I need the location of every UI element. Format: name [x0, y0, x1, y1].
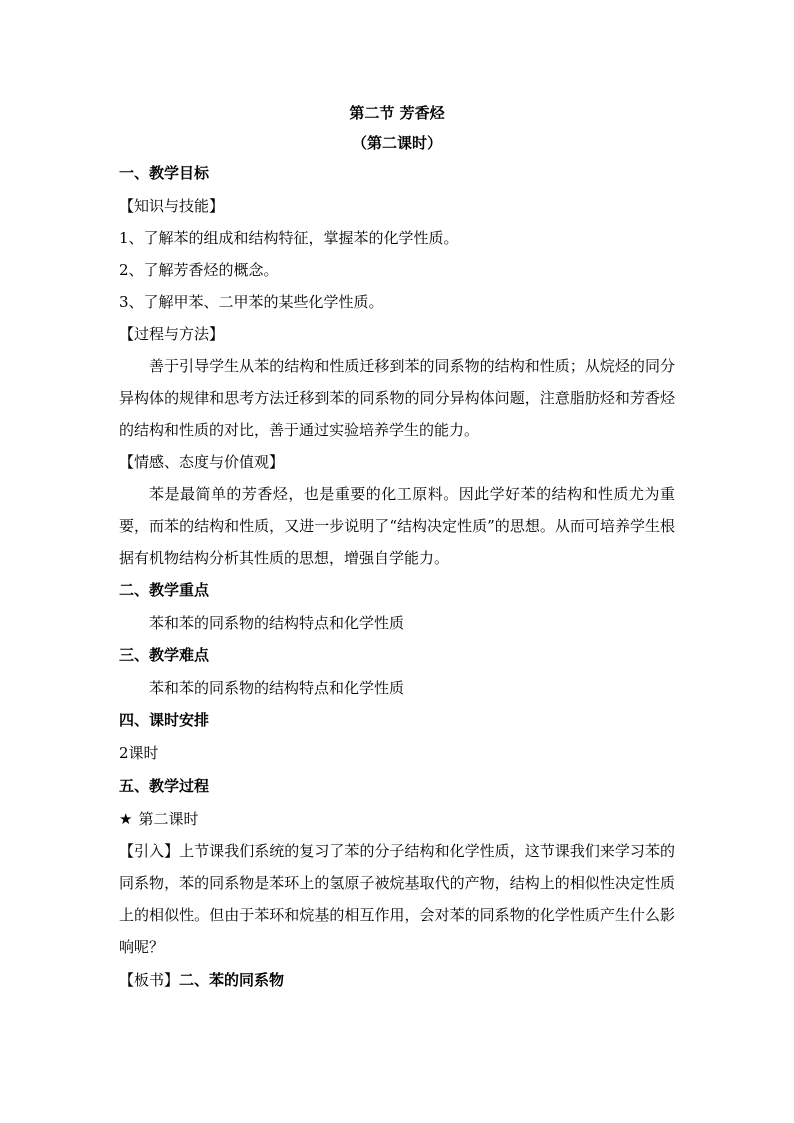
- section-heading-schedule: 四、课时安排: [119, 711, 210, 729]
- process-paragraph: 善于引导学生从苯的结构和性质迁移到苯的同系物的结构和性质；从烷烃的同分异构体的规律和思考方法迁移到苯的同系物的同分异构体问题，注意脂肪烃和芳香烃的结构和性质的对比，善于通过实验培养学生的能力。: [119, 357, 675, 439]
- board-tag: 【板书】: [119, 971, 180, 989]
- star-icon: ★: [119, 810, 133, 828]
- knowledge-item: 1、了解苯的组成和结构特征，掌握苯的化学性质。: [119, 229, 459, 247]
- board-line: [119, 963, 675, 997]
- label-emotion: 【情感、态度与价值观】: [119, 453, 285, 471]
- key-points-text: 苯和苯的同系物的结构特点和化学性质: [149, 614, 405, 632]
- board-text: 二、苯的同系物: [179, 971, 285, 989]
- section-heading-goals: 一、教学目标: [119, 164, 210, 182]
- document-content: [119, 103, 675, 997]
- section-heading-process: 五、教学过程: [119, 777, 210, 795]
- difficulties-text: 苯和苯的同系物的结构特点和化学性质: [149, 679, 405, 697]
- section-heading-difficulties: 三、教学难点: [119, 646, 210, 664]
- intro-paragraph: 【引入】上节课我们系统的复习了苯的分子结构和化学性质，这节课我们来学习苯的同系物，苯的同系物是苯环上的氢原子被烷基取代的产物，结构上的相似性决定性质上的相似性。但由于苯环和烷基的相互作用，会对苯的同系物的化学性质产生什么影响呢？: [119, 842, 675, 956]
- schedule-text: 2课时: [119, 744, 159, 762]
- knowledge-item: 3、了解甲苯、二甲苯的某些化学性质。: [119, 293, 384, 311]
- lesson-line: [119, 803, 675, 835]
- page-subtitle: （第二课时）: [351, 134, 442, 152]
- section-heading-key-points: 二、教学重点: [119, 581, 210, 599]
- label-process: 【过程与方法】: [119, 325, 225, 343]
- knowledge-item: 2、了解芳香烃的概念。: [119, 261, 279, 279]
- emotion-paragraph: 苯是最简单的芳香烃，也是重要的化工原料。因此学好苯的结构和性质尤为重要，而苯的结构和性质，又进一步说明了“结构决定性质”的思想。从而可培养学生根据有机物结构分析其性质的思想，增强自学能力。: [119, 485, 675, 567]
- page-title: 第二节 芳香烃: [349, 104, 445, 122]
- label-knowledge: 【知识与技能】: [119, 197, 225, 215]
- lesson-label: 第二课时: [138, 810, 199, 828]
